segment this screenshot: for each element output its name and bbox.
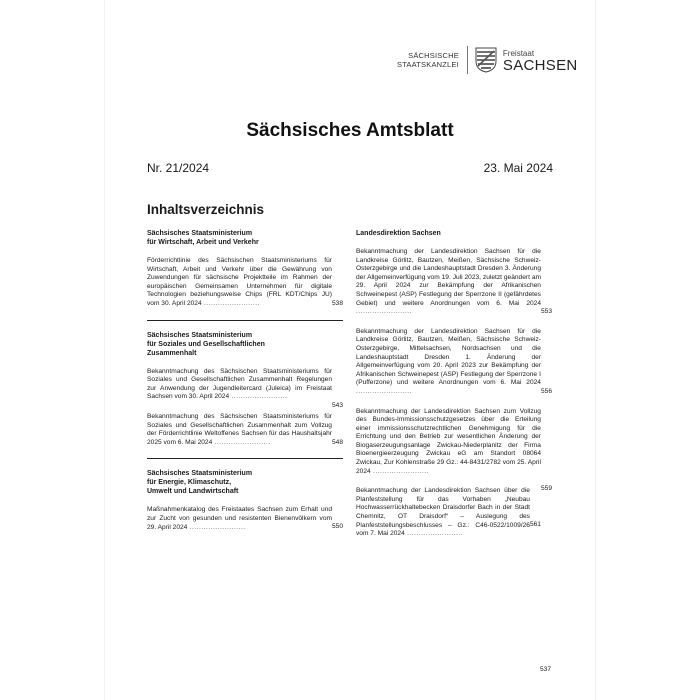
section-divider [147, 458, 343, 459]
section-divider [147, 320, 343, 321]
section-heading-line: Sächsisches Staatsministerium [147, 230, 253, 237]
org-name [397, 51, 459, 69]
toc-entry[interactable] [356, 407, 552, 492]
section-heading-line: Zusammenhalt [147, 349, 197, 357]
entry-text: Bekanntmachung des Sächsischen Staatsministeriums für Soziales und Gesellschaftlichen Zusammenhalt Regelungen zur Anwendung der Jugendleitercard (Juleica) im Freistaat Sachsen vom 30. April 2024 ..... [147, 368, 332, 401]
logo-divider [467, 46, 468, 74]
entry-page: 559 [540, 484, 552, 492]
issue-number: Nr. 21/2024 [147, 161, 210, 175]
entry-text: Förderrichtlinie des Sächsischen Staatsministeriums für Wirtschaft, Arbeit und Verkehr über die Gewährung von Zuwendungen für sächsische Projektteile im Rahmen der europäischen Gemeinsamen Unternehmen für digitale Technologien beziehungsweise Chips (FRL KDT/Chips JU) vom 30. April 2024 ..... [147, 257, 332, 307]
entry-page: 550 [331, 523, 343, 531]
section-heading [147, 469, 343, 496]
section-heading-line: für Energie, Klimaschutz, [147, 479, 232, 487]
toc-entry[interactable] [147, 367, 343, 409]
section-heading-line: Sächsisches Staatsministerium [147, 470, 253, 478]
entry-page: 561 [529, 521, 541, 529]
toc-entry[interactable] [147, 506, 343, 532]
entry-text: Bekanntmachung des Sächsischen Staatsministeriums für Soziales und Gesellschaftlichen Zusammenhalt zum Vollzug der Förderrichtlinie Weltoffenes Sachsen für das Haushaltsjahr 2025 vom 6. Mai 2024 ..... [147, 413, 332, 446]
org-line-1: SÄCHSISCHE [408, 51, 459, 60]
entry-text: Bekanntmachung der Landesdirektion Sachsen über die Planfeststellung für das Vorhaben „Neubau Hochwasserrückhaltebecken Draisdorfer Bach in der Stadt Chemnitz, OT Draisdorf“ – Auslegung des Planfeststellungsbeschlusses – Gz.: C46-0522/1009/26 vom 7. Mai 2024 ..... [356, 487, 530, 537]
section-heading-line: für Soziales und Gesellschaftlichen [147, 340, 265, 348]
toc-entry[interactable] [147, 257, 343, 309]
state-line-1: Freistaat [502, 49, 535, 58]
page-number: 537 [540, 666, 552, 673]
toc-heading: Inhaltsverzeichnis [147, 202, 265, 217]
entry-text: Bekanntmachung der Landesdirektion Sachsen für die Landkreise Görlitz, Bautzen, Meißen, Sächsische Schweiz-Osterzgebirge und die Landeshauptstadt Dresden 3. Änderung der Allgemeinverfügung vom 19. Juli 2023, zuletzt geändert am 29. April 2024 zur Bekämpfung der Afrikanischen Schweinepest (ASP) Festlegung der Sperrzone II (gefährdetes Gebiet) und weitere Anordnungen vom 6. Mai 2024 ..... [356, 248, 541, 315]
entry-page: 538 [331, 300, 343, 307]
state-line-2: SACHSEN [502, 57, 578, 74]
section-heading-line: für Wirtschaft, Arbeit und Verkehr [147, 239, 259, 246]
entry-text: Maßnahmenkatalog des Freistaates Sachsen zum Erhalt und zur Zucht von gesunden und resistenten Bienenvölkern vom 29. April 2024 ..... [147, 506, 332, 530]
entry-page: 556 [540, 387, 552, 395]
entry-page: 548 [331, 438, 343, 446]
toc-left-column [147, 229, 343, 543]
toc-entry[interactable] [356, 248, 552, 317]
document-title: Sächsisches Amtsblatt [246, 120, 454, 141]
section-heading [147, 229, 343, 247]
toc-entry[interactable] [147, 413, 343, 447]
entry-page: 543 [331, 401, 343, 409]
org-line-2: STAATSKANZLEI [397, 60, 459, 69]
header-logo [397, 45, 578, 75]
toc-right-column [356, 229, 552, 550]
coat-of-arms-icon [475, 47, 497, 73]
toc-entry[interactable] [356, 484, 552, 539]
section-heading: Landesdirektion Sachsen [356, 230, 441, 237]
entry-text: Bekanntmachung der Landesdirektion Sachsen für die Landkreise Görlitz, Bautzen, Meißen, Sächsische Schweiz-Osterzgebirge, Mittelsachsen, Nordsachsen und die Landeshauptstadt Dresden 1. Änderung der Allgemeinverfügung vom 20. April 2023 zur Bekämpfung der Afrikanischen Schweinepest (ASP) Festlegung der Sperrzone I (Pufferzone) und weitere Anordnungen vom 6. Mai 2024 ..... [356, 328, 541, 395]
issue-date: 23. Mai 2024 [483, 161, 553, 175]
section-heading [147, 331, 343, 358]
entry-text: Bekanntmachung der Landesdirektion Sachsen zum Vollzug des Bundes-Immissionsschutzgesetzes über die Erteilung einer immissionsschutzrechtlichen Genehmigung für die Errichtung und den Betrieb zur wesentlichen Änderung der Biogaserzeugungsanlage Zwickau-Niederplanitz der Firma Bioenergieerzeugung Zwickau eG am Standort 08064 Zwickau, Zur Kohlenstraße 29 Gz.: 44-8431/2782 vom 25. April 2024 ..... [356, 408, 541, 475]
entry-page: 553 [540, 308, 552, 315]
section-heading-line: Umwelt und Landwirtschaft [147, 488, 239, 496]
section-heading-line: Sächsisches Staatsministerium [147, 331, 253, 339]
toc-entry[interactable] [356, 328, 552, 397]
state-name [503, 48, 578, 72]
